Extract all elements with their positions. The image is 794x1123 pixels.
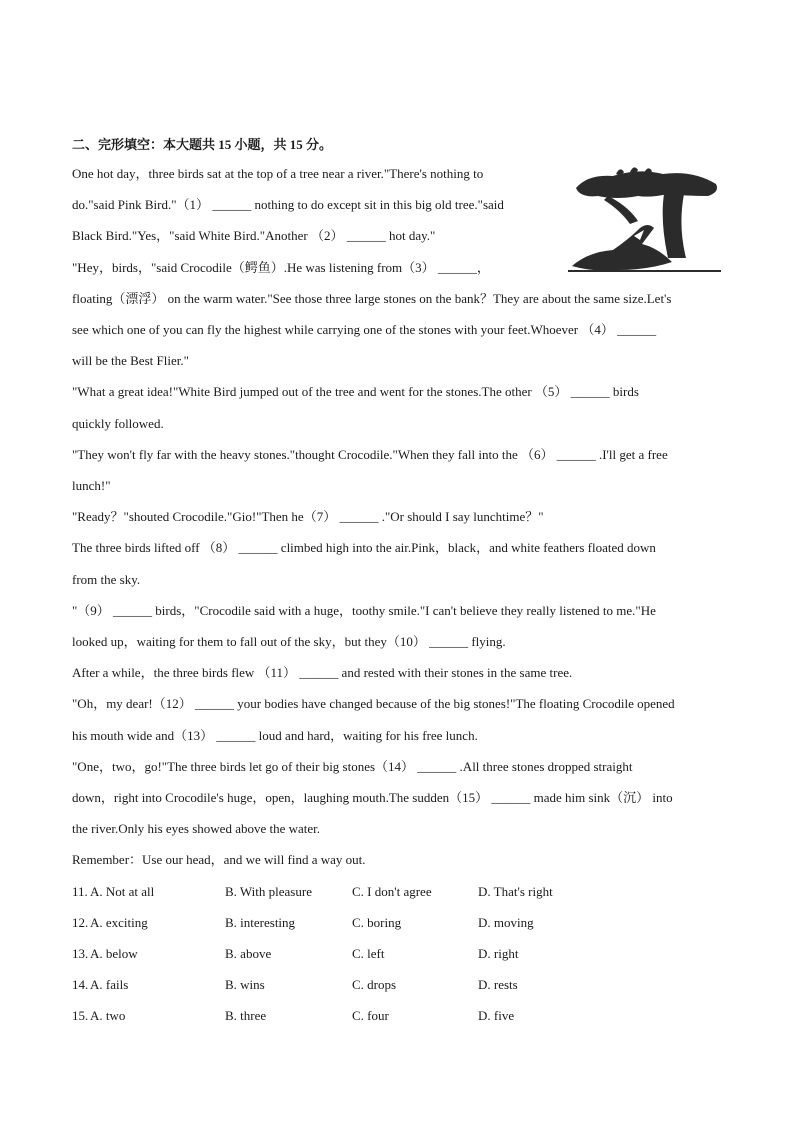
passage-line: After a while，the three birds flew （11） ______ and rested with their stones in the same tree. [72,665,573,680]
passage-line: lunch!" [72,478,111,493]
section-title: 二、完形填空：本大题共 15 小题，共 15 分。 [72,137,333,152]
option-c[interactable]: C. left [352,946,385,961]
tree-birds-crocodile-icon [568,166,721,274]
question-number: 11. [72,884,88,899]
option-c[interactable]: C. four [352,1008,389,1023]
question-number: 13. [72,946,89,961]
option-b[interactable]: B. With pleasure [225,884,312,899]
option-c[interactable]: C. boring [352,915,402,930]
passage-line: down，right into Crocodile's huge，open，laughing mouth.The sudden（15） ______ made him sink（沉） into [72,790,673,805]
option-d[interactable]: D. five [478,1008,515,1023]
passage-line: the river.Only his eyes showed above the water. [72,821,321,836]
option-b[interactable]: B. interesting [225,915,296,930]
option-b[interactable]: B. three [225,1008,267,1023]
passage-line: Remember：Use our head，and we will find a way out. [72,852,366,867]
option-d[interactable]: D. That's right [478,884,553,899]
passage-line: looked up，waiting for them to fall out of the sky，but they（10） ______ flying. [72,634,506,649]
passage-line: see which one of you can fly the highest while carrying one of the stones with your feet.Whoever （4） ______ [72,322,657,337]
option-a[interactable]: A. fails [90,977,129,992]
passage-line: "Ready？"shouted Crocodile."Gio!"Then he（7） ______ ."Or should I say lunchtime？" [72,509,544,524]
passage-line: "One，two，go!"The three birds let go of their big stones（14） ______ .All three stones dropped straight [72,759,633,774]
option-d[interactable]: D. right [478,946,519,961]
passage-line: "Oh，my dear!（12） ______ your bodies have changed because of the big stones!"The floating Crocodile opened [72,696,675,711]
passage-line: "They won't fly far with the heavy stones."thought Crocodile."When they fall into the （6） ______ .I'll get a free [72,447,668,462]
option-c[interactable]: C. drops [352,977,397,992]
question-number: 15. [72,1008,89,1023]
question-number: 14. [72,977,89,992]
option-d[interactable]: D. moving [478,915,534,930]
passage-line: The three birds lifted off （8） ______ climbed high into the air.Pink，black，and white feathers floated down [72,540,656,555]
passage-line: will be the Best Flier." [72,353,189,368]
option-a[interactable]: A. Not at all [90,884,155,899]
passage-line: do."said Pink Bird."（1） ______ nothing to do except sit in this big old tree."said [72,197,504,212]
option-a[interactable]: A. below [90,946,138,961]
option-d[interactable]: D. rests [478,977,518,992]
option-a[interactable]: A. exciting [90,915,148,930]
passage-line: "Hey，birds，"said Crocodile（鳄鱼）.He was listening from（3） ______， [72,260,490,275]
passage-line: "（9） ______ birds，"Crocodile said with a huge，toothy smile."I can't believe they really listened to me."He [72,603,656,618]
passage-line: his mouth wide and（13） ______ loud and hard，waiting for his free lunch. [72,728,478,743]
passage-line: Black Bird."Yes，"said White Bird."Another （2） ______ hot day." [72,228,436,243]
crocodile-tree-illustration [568,166,721,274]
passage-line: quickly followed. [72,416,164,431]
passage-line: from the sky. [72,572,141,587]
passage-line: floating（漂浮） on the warm water."See those three large stones on the bank？They are about the same size.Let's [72,291,672,306]
option-b[interactable]: B. wins [225,977,265,992]
option-b[interactable]: B. above [225,946,272,961]
option-a[interactable]: A. two [90,1008,126,1023]
option-c[interactable]: C. I don't agree [352,884,432,899]
passage-line: One hot day，three birds sat at the top of a tree near a river."There's nothing to [72,166,484,181]
passage-line: "What a great idea!"White Bird jumped out of the tree and went for the stones.The other （5） ______ birds [72,384,639,399]
question-number: 12. [72,915,89,930]
